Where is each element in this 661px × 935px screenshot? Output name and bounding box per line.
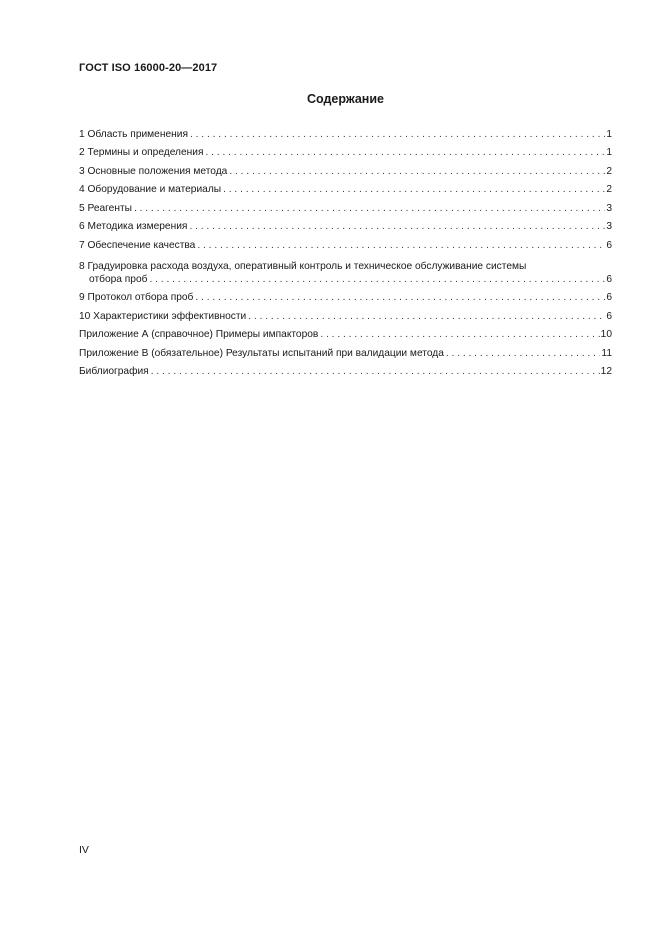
toc-leader-dots [151,366,600,377]
toc-entry-label: 3 Основные положения метода [79,165,228,177]
toc-entry[interactable] [79,232,612,251]
toc-title: Содержание [306,92,384,106]
toc-leader-dots [190,129,605,140]
toc-leader-dots [149,274,605,285]
toc-entry[interactable] [79,322,612,341]
toc-entry-page: 3 [606,221,612,232]
toc-entry-label: 2 Термины и определения [79,147,204,158]
toc-leader-dots [134,203,605,214]
toc-leader-dots [195,292,605,303]
toc-leader-dots [189,221,605,232]
toc-entry-page: 6 [606,273,612,285]
toc-entry-page: 3 [606,202,612,214]
toc-entry-label: Приложение В (обязательное) Результаты испытаний при валидации метода [79,347,444,359]
page-number: IV [79,844,89,856]
toc-entry-label-continued: отбора проб [89,273,148,285]
toc-entry-page: 11 [601,347,612,359]
toc-entry-page: 1 [606,128,612,140]
standard-designation: ГОСТ ISO 16000-20—2017 [79,62,218,74]
toc-leader-dots [223,184,605,195]
toc-entry[interactable] [79,177,612,196]
toc-entry-page: 6 [606,292,612,303]
toc-entry[interactable] [79,359,612,378]
table-of-contents [79,121,612,377]
toc-entry-label: 8 Градуировка расхода воздуха, оперативный контроль и техническое обслуживание системы [79,260,527,272]
toc-entry-page: 6 [606,310,612,322]
toc-entry[interactable] [79,158,612,177]
toc-entry-label: 5 Реагенты [79,202,132,214]
toc-entry-page: 12 [600,366,612,377]
toc-entry-page: 10 [600,329,612,340]
toc-leader-dots [320,329,599,340]
toc-entry-label: Приложение А (справочное) Примеры импакторов [79,329,319,340]
toc-entry-page: 1 [606,147,612,158]
toc-leader-dots [248,311,605,322]
toc-entry-label: 9 Протокол отбора проб [79,292,194,303]
toc-entry-label: 6 Методика измерения [79,221,188,232]
toc-entry-page: 2 [606,184,612,195]
toc-entry-label: 4 Оборудование и материалы [79,184,222,195]
toc-entry-label: 10 Характеристики эффективности [79,310,247,322]
toc-entry[interactable] [79,195,612,214]
toc-entry[interactable] [79,251,612,285]
toc-entry[interactable] [79,140,612,159]
toc-entry[interactable] [79,303,612,322]
toc-leader-dots [229,166,605,177]
toc-entry[interactable] [79,285,612,304]
toc-entry[interactable] [79,214,612,233]
toc-entry-label: 7 Обеспечение качества [79,239,196,251]
toc-entry-label: Библиография [79,366,149,377]
toc-leader-dots [197,240,605,251]
toc-entry[interactable] [79,340,612,359]
toc-entry-page: 2 [606,165,612,177]
toc-entry[interactable] [79,121,612,140]
toc-leader-dots [446,348,601,359]
toc-leader-dots [205,147,605,158]
toc-entry-label: 1 Область применения [79,128,188,140]
toc-entry-page: 6 [606,239,612,251]
